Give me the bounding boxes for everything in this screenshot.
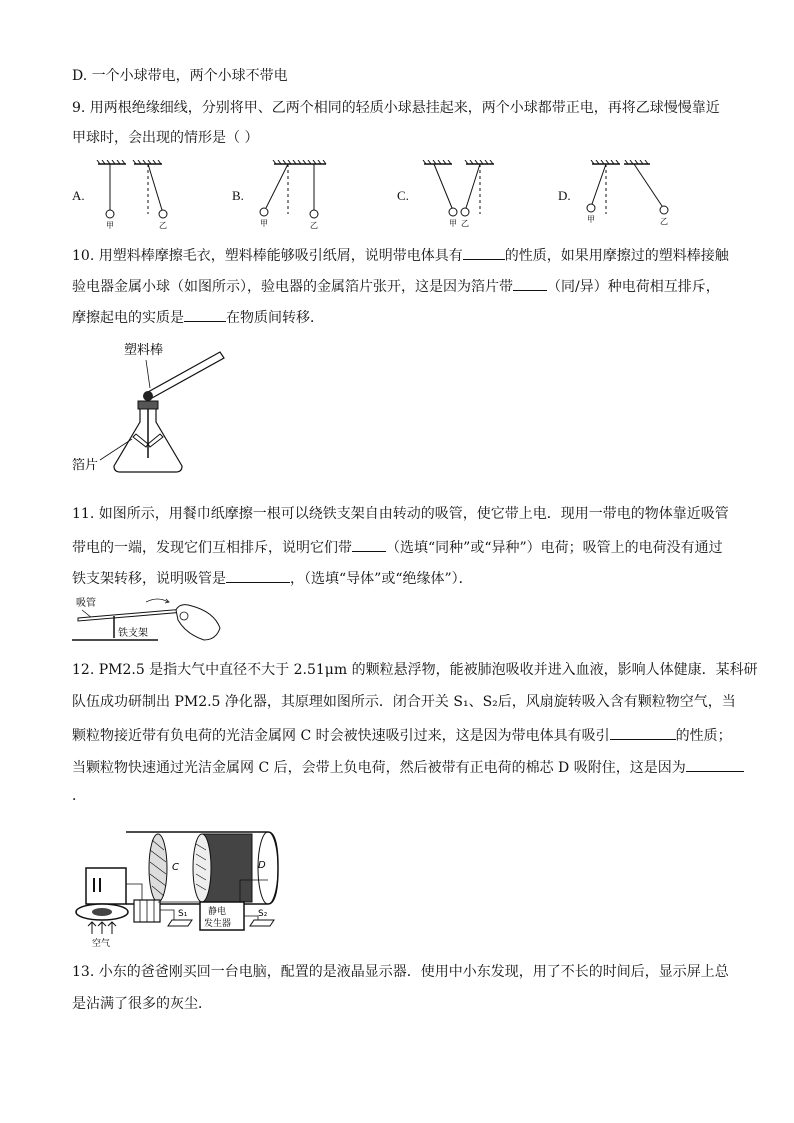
answer-blank[interactable]: [513, 275, 547, 291]
straw-label: 吸管: [76, 598, 96, 609]
q12-stem-line5: ．: [72, 788, 86, 804]
net-c-label: C: [172, 862, 179, 873]
answer-blank[interactable]: [463, 244, 505, 260]
q12-text: 的性质；: [675, 728, 732, 744]
answer-blank[interactable]: [686, 756, 744, 772]
q10-text: 验电器金属小球（如图所示），验电器的金属箔片张开，这是因为箔片带: [72, 279, 513, 295]
q9-option-c-figure: [418, 160, 518, 230]
q9-option-d-label: D.: [558, 188, 571, 203]
ball-label-yi: 乙: [660, 217, 668, 226]
switch-s1-label: S₁: [178, 909, 188, 919]
q11-text: ，（选填“导体”或“绝缘体”）．: [290, 571, 473, 587]
q12-stem-line3: [72, 724, 732, 746]
plastic-rod-label: 塑料棒: [124, 343, 164, 358]
q9-option-b-label: B.: [232, 188, 244, 203]
q10-text: 摩擦起电的实质是: [72, 310, 184, 326]
q9-stem-line2: 甲球时，会出现的情形是（ ）: [72, 130, 259, 146]
q9-option-c-label: C.: [397, 188, 409, 203]
core-d-label: D: [258, 860, 266, 871]
q12-stem-line4: [72, 756, 732, 778]
q12-stem-line2: 队伍成功研制出 PM2.5 净化器，其原理如图所示．闭合开关 S₁、S₂后，风扇旋转吸入含有颗粒物空气，当: [72, 694, 736, 710]
q11-stem-line2: [72, 536, 732, 558]
q10-stem-line2: [72, 275, 732, 297]
generator-label-1: 静电: [208, 907, 227, 917]
ball-label-jia: 甲: [587, 215, 595, 224]
q10-stem-line1: [72, 244, 732, 266]
ball-label-yi: 乙: [461, 219, 469, 228]
q9-option-d-figure: [578, 160, 678, 230]
iron-stand-label: 铁支架: [118, 628, 148, 639]
q8-option-d: D. 一个小球带电，两个小球不带电: [72, 68, 288, 84]
ball-label-jia: 甲: [260, 219, 268, 228]
electroscope-figure: [70, 336, 260, 482]
q10-text: （同/异）种电荷相互排斥，: [547, 279, 720, 295]
q13-stem-line2: 是沾满了很多的灰尘．: [72, 996, 212, 1012]
q9-stem-line1: 9. 用两根绝缘细线，分别将甲、乙两个相同的轻质小球悬挂起来，两个小球都带正电，再将乙球慢慢靠近: [72, 100, 720, 116]
answer-blank[interactable]: [184, 306, 226, 322]
q11-text: （选填“同种”或“异种”）电荷；吸管上的电荷没有通过: [386, 540, 723, 556]
q9-option-a-label: A.: [72, 188, 85, 203]
ball-label-yi: 乙: [159, 221, 167, 230]
q12-stem-line1: 12. PM2.5 是指大气中直径不大于 2.51μm 的颗粒悬浮物，能被肺泡吸收并进入血液，影响人体健康．某科研: [72, 662, 758, 678]
straw-stand-figure: [70, 594, 230, 650]
q10-text: 的性质，如果用摩擦过的塑料棒接触: [504, 248, 729, 264]
q10-text: 在物质间转移．: [226, 310, 324, 326]
pm25-purifier-figure: [72, 820, 282, 948]
q12-text: 颗粒物接近带有负电荷的光洁金属网 C 时会被快速吸引过来，这是因为带电体具有吸引: [72, 728, 610, 744]
ball-label-yi: 乙: [310, 221, 318, 230]
ball-label-jia: 甲: [106, 221, 114, 230]
q11-text: 带电的一端，发现它们互相排斥，说明它们带: [72, 540, 352, 556]
q11-stem-line1: 11. 如图所示，用餐巾纸摩擦一根可以绕铁支架自由转动的吸管，使它带上电．现用一带电的物体靠近吸管: [72, 506, 729, 522]
q9-option-b-figure: [252, 160, 352, 230]
answer-blank[interactable]: [226, 567, 290, 583]
q10-text: 10. 用塑料棒摩擦毛衣，塑料棒能够吸引纸屑，说明带电体具有: [72, 248, 463, 264]
ball-label-jia: 甲: [449, 219, 457, 228]
air-label: 空气: [92, 939, 111, 948]
q11-stem-line3: [72, 567, 732, 589]
generator-label-2: 发生器: [204, 919, 232, 929]
answer-blank[interactable]: [352, 536, 386, 552]
foil-label: 箔片: [72, 458, 99, 473]
q12-text: 当颗粒物快速通过光洁金属网 C 后，会带上负电荷，然后被带有正电荷的棉芯 D 吸附住，这是因为: [72, 760, 686, 776]
q11-text: 铁支架转移，说明吸管是: [72, 571, 226, 587]
q13-stem-line1: 13. 小东的爸爸刚买回一台电脑，配置的是液晶显示器．使用中小东发现，用了不长的时间后，显示屏上总: [72, 964, 729, 980]
q9-option-a-figure: [92, 160, 192, 230]
answer-blank[interactable]: [610, 724, 676, 740]
switch-s2-label: S₂: [258, 909, 268, 919]
q10-stem-line3: [72, 306, 732, 328]
